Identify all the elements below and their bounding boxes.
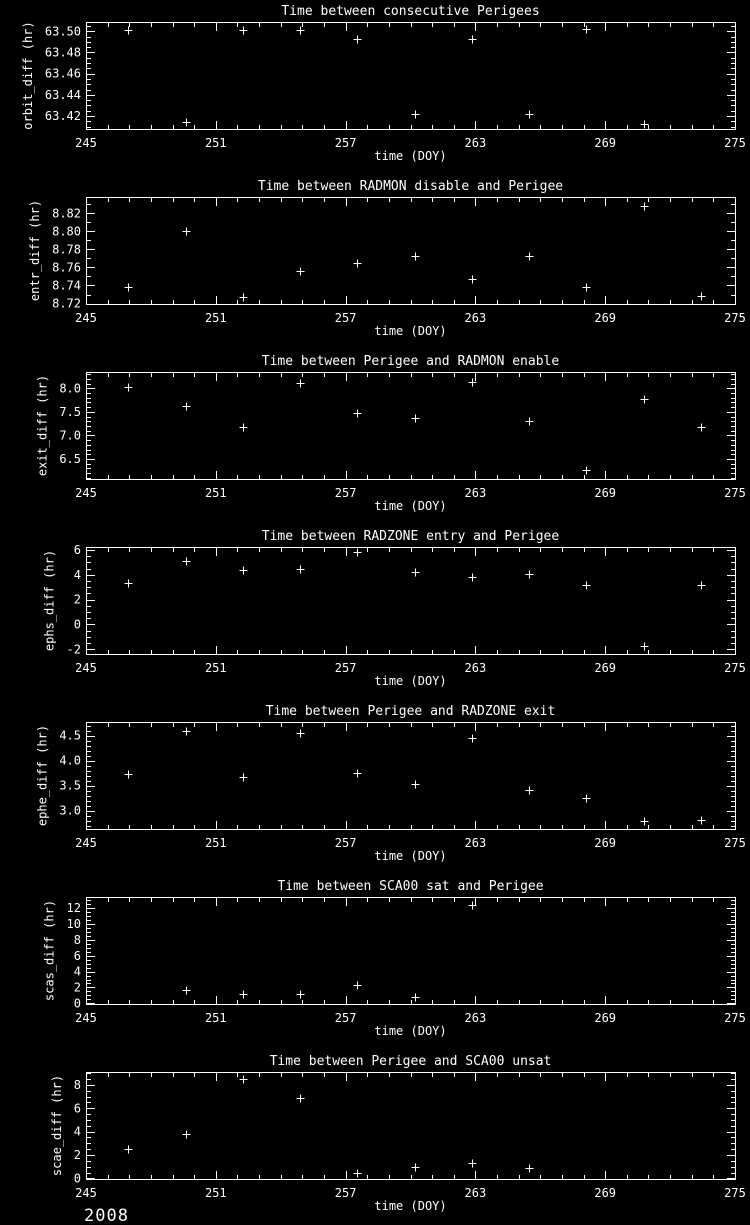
x-tick-label: 269: [594, 661, 617, 675]
y-tick-label: 8.72: [52, 296, 81, 311]
axis-frame: [87, 373, 736, 480]
axis-ticks: [87, 373, 736, 479]
y-tick-label: 12: [66, 901, 81, 916]
x-tick-label: 269: [594, 311, 617, 325]
plot-panel-7: [0, 1050, 750, 1225]
plot-panel-1: [0, 0, 750, 175]
x-tick-label: 251: [204, 836, 227, 850]
x-tick-label: 245: [75, 311, 97, 325]
plot-panel-3: [0, 350, 750, 525]
x-axis-label: time (DOY): [374, 499, 447, 513]
plot-panel-5: [0, 700, 750, 875]
y-tick-label: 6: [73, 542, 81, 557]
data-point-markers: [183, 902, 477, 1002]
x-tick-label: 275: [724, 1186, 746, 1200]
y-tick-label: 8.0: [59, 381, 81, 396]
x-tick-label: 263: [464, 661, 487, 675]
year-label: 2008: [84, 1206, 129, 1225]
plot-canvas: [0, 175, 750, 350]
x-tick-label: 275: [724, 1011, 746, 1025]
y-tick-label: 10: [66, 917, 81, 932]
x-tick-label: 257: [334, 1011, 357, 1025]
x-tick-label: 251: [204, 486, 227, 500]
axis-frame: [87, 1073, 736, 1180]
axis-ticks: [87, 723, 736, 829]
y-tick-label: 8: [73, 932, 81, 947]
x-tick-label: 245: [75, 836, 97, 850]
y-tick-label: 8.82: [52, 206, 81, 221]
axis-ticks: [87, 548, 736, 654]
data-point-markers: [125, 1076, 534, 1178]
plot-panel-2: [0, 175, 750, 350]
x-tick-label: 251: [204, 136, 227, 150]
axis-frame: [87, 723, 736, 830]
x-tick-label: 269: [594, 1186, 617, 1200]
axis-ticks: [87, 23, 736, 129]
data-point-markers: [125, 379, 706, 475]
y-tick-label: 63.46: [44, 66, 81, 81]
y-tick-label: 8.78: [52, 242, 81, 257]
plot-canvas: [0, 350, 750, 525]
y-tick-label: 4: [73, 567, 81, 582]
x-tick-label: 257: [334, 836, 357, 850]
x-axis-label: time (DOY): [374, 674, 447, 688]
x-tick-label: 251: [204, 661, 227, 675]
plot-canvas: [0, 1050, 750, 1225]
x-tick-label: 257: [334, 661, 357, 675]
axis-ticks: [87, 1073, 736, 1179]
x-axis-label: time (DOY): [374, 1024, 447, 1038]
x-tick-label: 245: [75, 661, 97, 675]
x-tick-label: 251: [204, 1011, 227, 1025]
plot-title: Time between consecutive Perigees: [281, 4, 540, 19]
x-tick-label: 245: [75, 486, 97, 500]
y-tick-label: 2: [73, 1148, 81, 1163]
y-tick-label: 6: [73, 948, 81, 963]
x-tick-label: 263: [464, 136, 487, 150]
y-tick-label: 7.0: [59, 428, 81, 443]
x-tick-label: 269: [594, 1011, 617, 1025]
x-tick-label: 275: [724, 836, 746, 850]
x-axis-label: time (DOY): [374, 324, 447, 338]
y-tick-label: 8.76: [52, 260, 81, 275]
x-tick-label: 269: [594, 486, 617, 500]
plot-title: Time between RADZONE entry and Perigee: [261, 529, 560, 544]
y-tick-label: 63.44: [44, 87, 81, 102]
y-tick-label: 8.80: [52, 224, 81, 239]
x-tick-label: 245: [75, 1011, 97, 1025]
axis-frame: [87, 548, 736, 655]
axis-ticks: [87, 198, 736, 305]
axis-frame: [87, 198, 736, 305]
plot-panel-6: [0, 875, 750, 1050]
plot-title: Time between Perigee and SCA00 unsat: [269, 1054, 552, 1069]
plot-title: Time between Perigee and RADZONE exit: [265, 704, 556, 719]
x-tick-label: 263: [464, 836, 487, 850]
y-tick-label: 4: [73, 1124, 81, 1139]
axis-frame: [87, 23, 736, 130]
x-tick-label: 269: [594, 836, 617, 850]
data-point-markers: [125, 549, 706, 651]
y-axis-label: scae_diff (hr): [49, 1074, 64, 1177]
y-tick-label: 2: [73, 980, 81, 995]
x-tick-label: 245: [75, 136, 97, 150]
data-point-markers: [125, 728, 706, 826]
x-tick-label: 275: [724, 661, 746, 675]
y-tick-label: -2: [66, 642, 81, 657]
x-tick-label: 251: [204, 1186, 227, 1200]
y-tick-label: 6.5: [59, 452, 81, 467]
x-tick-label: 263: [464, 311, 487, 325]
plot-title: Time between Perigee and RADMON enable: [261, 354, 560, 369]
x-tick-label: 257: [334, 311, 357, 325]
y-axis-label: scas_diff (hr): [42, 899, 57, 1002]
y-tick-label: 8.74: [52, 278, 81, 293]
y-tick-label: 0: [73, 996, 81, 1011]
y-axis-label: exit_diff (hr): [35, 374, 50, 477]
x-tick-label: 257: [334, 486, 357, 500]
data-point-markers: [125, 26, 649, 129]
plot-title: Time between SCA00 sat and Perigee: [277, 879, 544, 894]
x-axis-label: time (DOY): [374, 849, 447, 863]
x-tick-label: 257: [334, 1186, 357, 1200]
y-tick-label: 63.50: [44, 24, 81, 39]
plot-canvas: [0, 700, 750, 875]
x-tick-label: 269: [594, 136, 617, 150]
y-tick-label: 3.5: [59, 778, 81, 793]
y-tick-label: 2: [73, 592, 81, 607]
x-tick-label: 263: [464, 486, 487, 500]
y-axis-label: entr_diff (hr): [28, 199, 43, 302]
y-tick-label: 0: [73, 617, 81, 632]
y-tick-label: 4.0: [59, 753, 81, 768]
x-tick-label: 251: [204, 311, 227, 325]
y-axis-label: ephs_diff (hr): [42, 549, 57, 652]
y-tick-label: 7.5: [59, 404, 81, 419]
y-tick-label: 63.48: [44, 45, 81, 60]
plot-canvas: [0, 875, 750, 1050]
y-tick-label: 63.42: [44, 108, 81, 123]
x-tick-label: 263: [464, 1186, 487, 1200]
y-axis-label: orbit_diff (hr): [21, 21, 35, 130]
y-tick-label: 6: [73, 1101, 81, 1116]
x-axis-label: time (DOY): [374, 1199, 447, 1213]
axis-ticks: [87, 898, 736, 1004]
x-tick-label: 275: [724, 136, 746, 150]
x-tick-label: 275: [724, 311, 746, 325]
data-point-markers: [125, 203, 706, 302]
axis-frame: [87, 898, 736, 1005]
x-tick-label: 275: [724, 486, 746, 500]
y-tick-label: 4.5: [59, 728, 81, 743]
plot-canvas: [0, 525, 750, 700]
y-axis-label: ephe_diff (hr): [35, 724, 50, 827]
y-tick-label: 4: [73, 964, 81, 979]
x-tick-label: 263: [464, 1011, 487, 1025]
y-tick-label: 3.0: [59, 803, 81, 818]
plot-canvas: [0, 0, 750, 175]
x-axis-label: time (DOY): [374, 149, 447, 163]
y-tick-label: 8: [73, 1077, 81, 1092]
x-tick-label: 245: [75, 1186, 97, 1200]
plot-panel-4: [0, 525, 750, 700]
x-tick-label: 257: [334, 136, 357, 150]
plot-title: Time between RADMON disable and Perigee: [257, 179, 564, 194]
y-tick-label: 0: [73, 1171, 81, 1186]
